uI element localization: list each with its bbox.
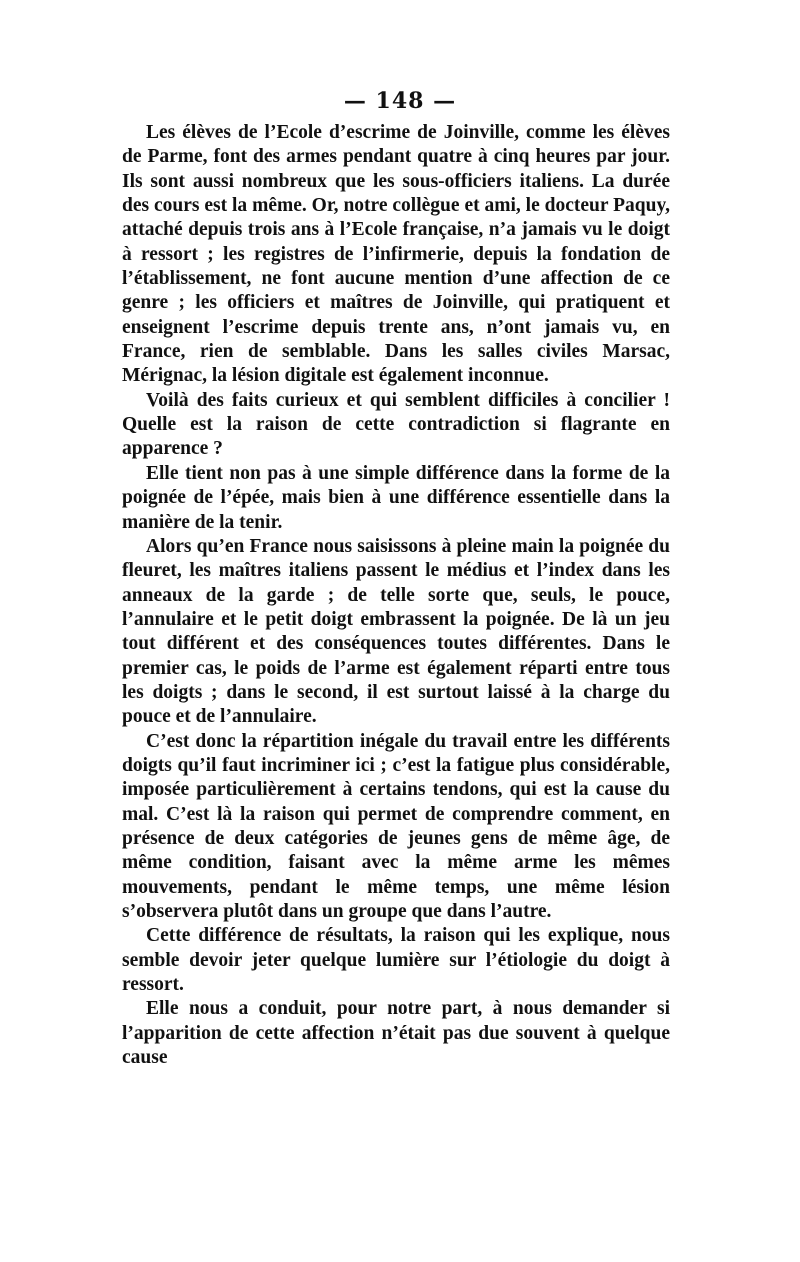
body-text [122, 121, 670, 1070]
paragraph: Cette différence de résultats, la raison qui les explique, nous semble devoir jeter quelque lumière sur l’étiologie du doigt à ressort. [122, 925, 670, 996]
paragraph: Alors qu’en France nous saisissons à pleine main la poignée du fleuret, les maîtres italiens passent le médius et l’index dans les anneaux de la garde ; de telle sorte que, seuls, le pouce, l’annulaire et le petit doigt embrassent la poignée. De là un jeu tout différent et des conséquences toutes différentes. Dans le premier cas, le poids de l’arme est également réparti entre tous les doigts ; dans le second, il est surtout laissé à la charge du pouce et de l’annulaire. [122, 535, 670, 728]
paragraph: Elle nous a conduit, pour notre part, à nous demander si l’apparition de cette affection n’était pas due souvent à quelque cause [122, 998, 670, 1069]
page-number: — 148 — [343, 88, 457, 114]
paragraph: C’est donc la répartition inégale du travail entre les différents doigts qu’il faut incriminer ici ; c’est la fatigue plus considérable, imposée particulièrement à certains tendons, qui est la cause du mal. C’est là la raison qui permet de comprendre comment, en présence de deux catégories de jeunes gens de même âge, de même condition, faisant avec la même arme les mêmes mouvements, pendant le même temps, une même lésion s’observera plutôt dans un groupe que dans l’autre. [122, 730, 670, 922]
paragraph: Les élèves de l’Ecole d’escrime de Joinville, comme les élèves de Parme, font des armes pendant quatre à cinq heures par jour. Ils sont aussi nombreux que les sous-officiers italiens. La durée des cours est la même. Or, notre collègue et ami, le docteur Paquy, attaché depuis trois ans à l’Ecole française, n’a jamais vu le doigt à ressort ; les registres de l’infirmerie, depuis la fondation de l’établissement, ne font aucune mention d’une affection de ce genre ; les officiers et maîtres de Joinville, qui pratiquent et enseignent l’escrime depuis trente ans, n’ont jamais vu, en France, rien de semblable. Dans les salles civiles Marsac, Mérignac, la lésion digitale est également inconnue. [122, 122, 670, 387]
paragraph: Elle tient non pas à une simple différence dans la forme de la poignée de l’épée, mais bien à une différence essentielle dans la manière de la tenir. [122, 462, 670, 533]
paragraph: Voilà des faits curieux et qui semblent difficiles à concilier ! Quelle est la raison de cette contradiction si flagrante en apparence ? [122, 389, 670, 460]
